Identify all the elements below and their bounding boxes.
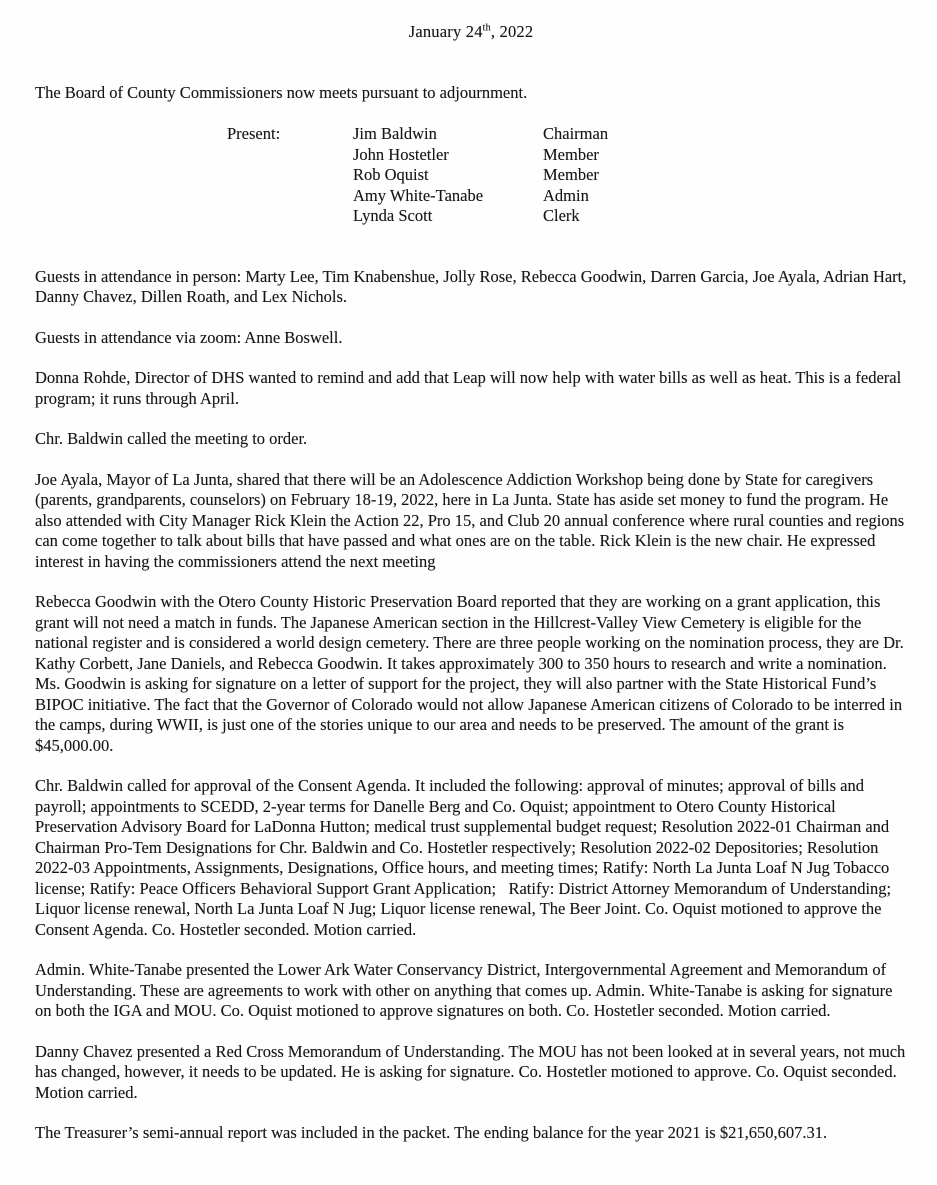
attendee-role: Clerk <box>543 206 580 225</box>
paragraph-historic-preservation-grant: Rebecca Goodwin with the Otero County Historic Preservation Board reported that they are working on a grant application, this grant will not need a match in funds. The Japanese American section in the Hillcrest-Valley View Cemetery is eligible for the national register and is considered a world design cemetery. There are three people working on the nomination process, they are Dr. Kathy Corbett, Jane Daniels, and Rebecca Goodwin. It takes approximately 300 to 350 hours to research and write a nomination. Ms. Goodwin is asking for signature on a letter of support for the project, they will also partner with the State Historical Fund’s BIPOC initiative. The fact that the Governor of Colorado would not allow Japanese American citizens of Colorado to be interred in the camps, during WWII, is just one of the stories unique to our area and needs to be preserved. The amount of the grant is $45,000.00. <box>35 592 904 755</box>
attendee-name: Amy White-Tanabe <box>353 185 484 205</box>
document-date <box>35 22 907 43</box>
attendee-row <box>353 124 608 145</box>
attendee-row <box>353 145 608 166</box>
attendee-row <box>353 165 608 186</box>
attendee-role: Member <box>543 165 599 184</box>
present-block <box>227 124 907 227</box>
intro-paragraph: The Board of County Commissioners now meets pursuant to adjournment. <box>35 82 528 102</box>
paragraph-guests-via-zoom: Guests in attendance via zoom: Anne Boswell. <box>35 327 343 347</box>
date-ordinal-superscript: th <box>482 22 491 34</box>
attendee-row <box>353 186 608 207</box>
paragraph-guests-in-person: Guests in attendance in person: Marty Lee, Tim Knabenshue, Jolly Rose, Rebecca Goodwin, Darren Garcia, Joe Ayala, Adrian Hart, Danny Chavez, Dillen Roath, and Lex Nichols. <box>35 266 907 306</box>
paragraph-joe-ayala-report: Joe Ayala, Mayor of La Junta, shared that there will be an Adolescence Addiction Workshop being done by State for caregivers (parents, grandparents, counselors) on February 18-19, 2022, here in La Junta. State has aside set money to fund the program. He also attended with City Manager Rick Klein the Action 22, Pro 15, and Club 20 annual conference where rural counties and regions can come together to talk about bills that have passed and what ones are on the table. Rick Klein is the new chair. He expressed interest in having the commissioners attend the next meeting <box>35 469 905 571</box>
present-label: Present: <box>227 124 281 143</box>
attendee-name: Jim Baldwin <box>353 124 437 143</box>
paragraph-red-cross-mou: Danny Chavez presented a Red Cross Memorandum of Understanding. The MOU has not been looked at in several years, not much has changed, however, it needs to be updated. He is asking for signature. Co. Hostetler motioned to approve. Co. Oquist seconded. Motion carried. <box>35 1041 906 1102</box>
paragraph-dhs-leap-update: Donna Rohde, Director of DHS wanted to remind and add that Leap will now help with water bills as well as heat. This is a federal program; it runs through April. <box>35 368 902 408</box>
attendee-row <box>353 206 608 227</box>
attendee-role: Chairman <box>543 124 609 143</box>
paragraph-lower-ark-iga-mou: Admin. White-Tanabe presented the Lower Ark Water Conservancy District, Intergovernmental Agreement and Memorandum of Understanding. These are agreements to work with other on anything that comes up. Admin. White-Tanabe is asking for signature on both the IGA and MOU. Co. Oquist motioned to approve signatures on both. Co. Hostetler seconded. Motion carried. <box>35 960 893 1020</box>
attendee-list <box>353 124 608 227</box>
date-year: , 2022 <box>490 22 534 41</box>
attendee-name: John Hostetler <box>353 144 449 164</box>
attendee-name: Rob Oquist <box>353 165 429 184</box>
paragraph-consent-agenda: Chr. Baldwin called for approval of the Consent Agenda. It included the following: approval of minutes; approval of bills and payroll; appointments to SCEDD, 2-year terms for Danelle Berg and Co. Oquist; appointment to Otero County Historical Preservation Advisory Board for LaDonna Hutton; medical trust supplemental budget request; Resolution 2022-01 Chairman and Chairman Pro-Tem Designations for Chr. Baldwin and Co. Hostetler respectively; Resolution 2022-02 Depositories; Resolution 2022-03 Appointments, Assignments, Designations, Office hours, and meeting times; Ratify: North La Junta Loaf N Jug Tobacco license; Ratify: Peace Officers Behavioral Support Grant Application; Ratify: District Attorney Memorandum of Understanding; Liquor license renewal, North La Junta Loaf N Jug; Liquor license renewal, The Beer Joint. Co. Oquist motioned to approve the Consent Agenda. Co. Hostetler seconded. Motion carried. <box>35 776 892 939</box>
paragraph-call-to-order: Chr. Baldwin called the meeting to order. <box>35 429 308 448</box>
attendee-role: Admin <box>543 185 589 205</box>
date-day: January 24 <box>408 22 483 41</box>
attendee-name: Lynda Scott <box>353 206 433 225</box>
attendee-role: Member <box>543 144 599 164</box>
paragraph-treasurer-report: The Treasurer’s semi-annual report was included in the packet. The ending balance for the year 2021 is $21,650,607.31. <box>35 1123 828 1142</box>
